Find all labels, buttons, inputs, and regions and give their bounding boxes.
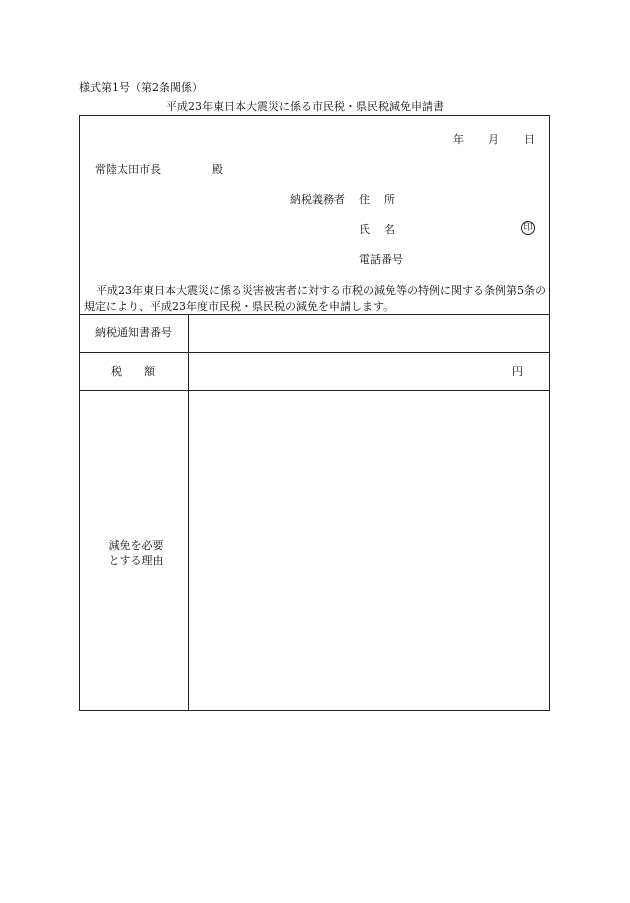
form-number: 様式第1号（第2条関係）	[79, 81, 203, 94]
divider-tax-amount	[79, 390, 550, 391]
document-title: 平成23年東日本大震災に係る市民税・県民税減免申請書	[166, 100, 444, 113]
seal-mark: 印	[521, 221, 535, 235]
taxpayer-label: 納税義務者	[290, 193, 345, 206]
currency-label: 円	[512, 365, 523, 378]
date-day-label: 日	[524, 133, 535, 146]
divider-notice-number	[79, 352, 550, 353]
reason-label-line1: 減免を必要	[108, 539, 164, 552]
tax-amount-label: 税額	[111, 365, 177, 378]
reason-label	[95, 538, 177, 568]
notice-number-label: 納税通知書番号	[95, 326, 172, 339]
application-statement: 平成23年東日本大震災に係る災害被害者に対する市税の減免等の特例に関する条例第5条の規定により、平成23年度市民税・県民税の減免を申請します。	[84, 284, 546, 313]
table-column-divider	[188, 314, 189, 711]
address-label: 住所	[359, 193, 409, 206]
date-year-label: 年	[453, 133, 464, 146]
addressee-name: 常陸太田市長	[95, 163, 161, 176]
date-month-label: 月	[488, 133, 499, 146]
addressee-honorific: 殿	[212, 163, 223, 176]
name-label: 氏名	[359, 223, 409, 236]
phone-label: 電話番号	[359, 253, 403, 266]
reason-label-line2: とする理由	[108, 554, 164, 567]
